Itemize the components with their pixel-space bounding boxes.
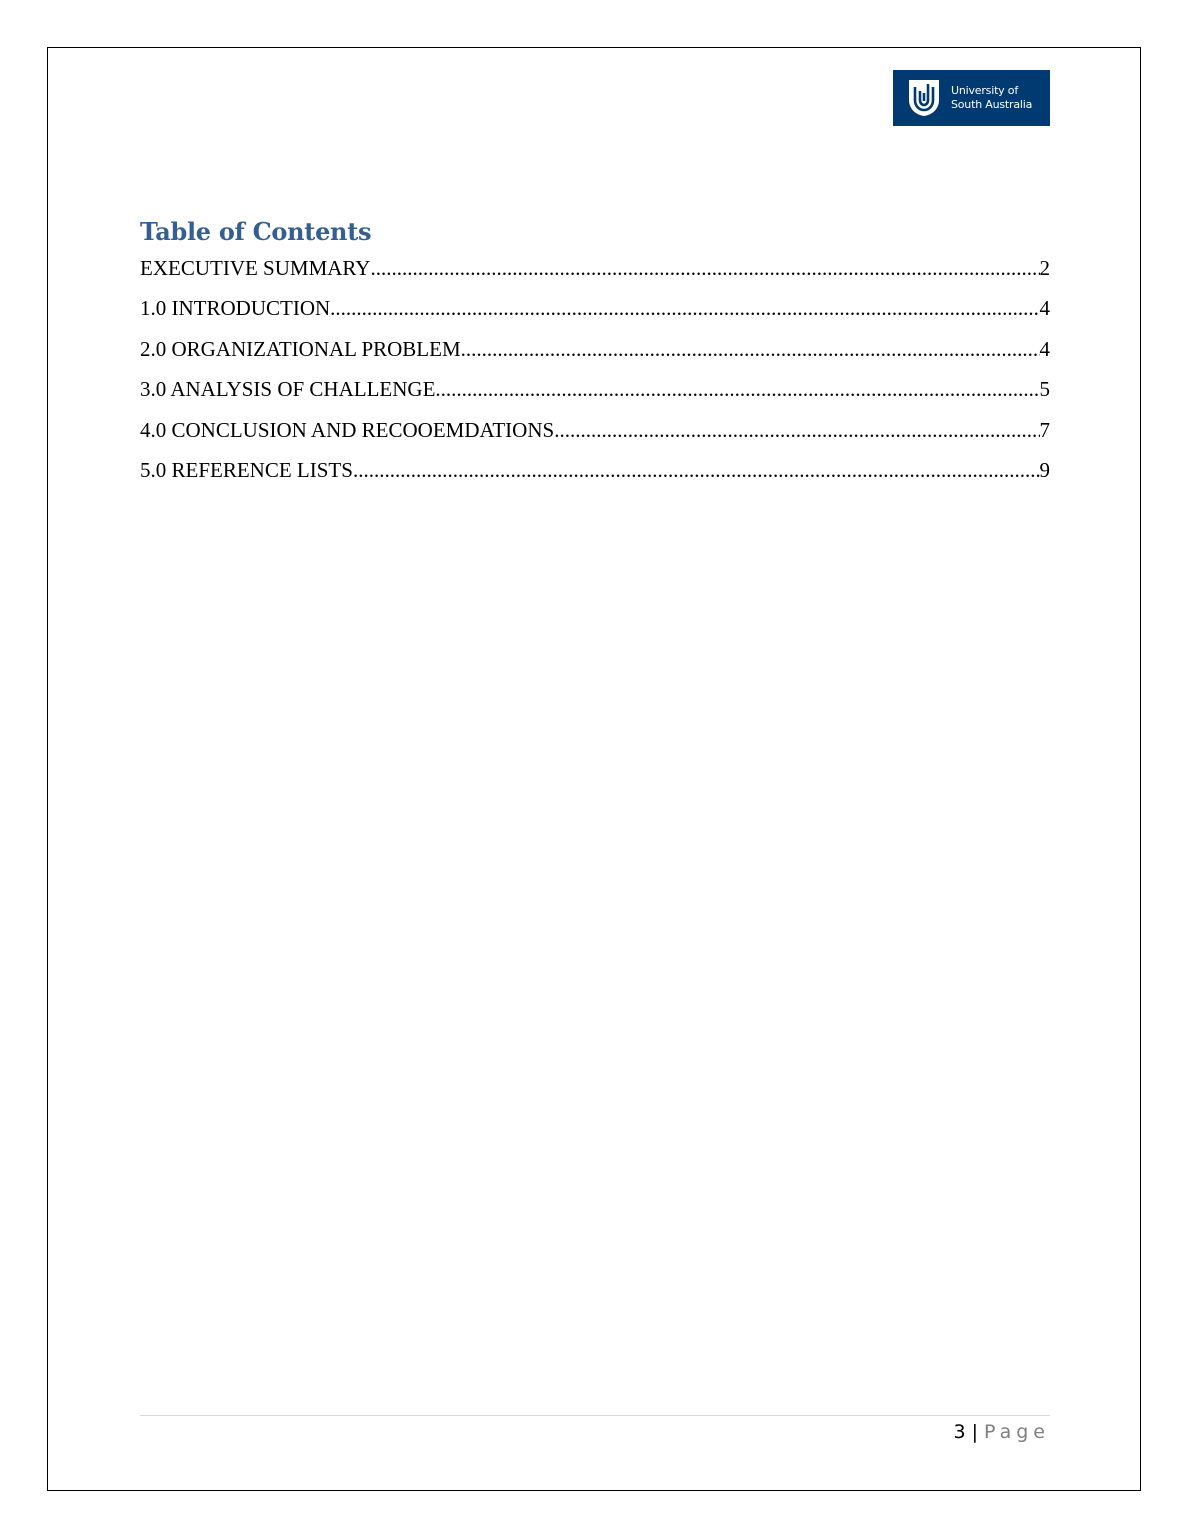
university-shield-icon	[908, 79, 940, 117]
toc-entry-page: 4	[1039, 296, 1050, 321]
logo-text	[951, 84, 1032, 112]
footer-divider	[140, 1415, 1050, 1416]
toc-entry[interactable]	[140, 375, 1050, 415]
toc-entry-label: 5.0 REFERENCE LISTS	[140, 457, 353, 482]
toc-entry-page: 9	[1039, 457, 1050, 482]
toc-leader-dots	[370, 254, 1039, 282]
toc-entry-label: 4.0 CONCLUSION AND RECOOEMDATIONS	[140, 417, 555, 442]
logo-text-line1: University of	[951, 84, 1018, 97]
toc-entry[interactable]	[140, 294, 1050, 334]
toc-entry-label: 1.0 INTRODUCTION	[140, 296, 331, 321]
toc-leader-dots	[435, 375, 1039, 403]
university-logo	[893, 70, 1050, 126]
toc-leader-dots	[330, 294, 1039, 322]
logo-text-line2: South Australia	[951, 98, 1033, 111]
toc-entry-page: 7	[1039, 417, 1050, 442]
toc-entry-label: 3.0 ANALYSIS OF CHALLENGE	[140, 377, 436, 402]
toc-leader-dots	[554, 416, 1039, 444]
toc-leader-dots	[461, 335, 1040, 363]
footer-page-number: 3	[953, 1421, 966, 1443]
footer-separator: |	[971, 1421, 978, 1443]
toc-title: Table of Contents	[140, 217, 372, 246]
toc-entry[interactable]	[140, 416, 1050, 456]
toc-entry-label: 2.0 ORGANIZATIONAL PROBLEM	[140, 336, 461, 361]
toc-entry[interactable]	[140, 335, 1050, 375]
toc-entry-label: EXECUTIVE SUMMARY	[140, 256, 371, 280]
toc-entry[interactable]	[140, 456, 1050, 496]
toc-leader-dots	[353, 456, 1040, 484]
toc-entry-page: 2	[1039, 256, 1050, 280]
toc-list	[140, 254, 1050, 496]
toc-entry-page: 5	[1039, 377, 1050, 402]
page-footer	[954, 1419, 1051, 1445]
toc-entry-page: 4	[1039, 336, 1050, 361]
footer-page-label: Page	[984, 1421, 1050, 1443]
toc-entry[interactable]	[140, 254, 1050, 294]
